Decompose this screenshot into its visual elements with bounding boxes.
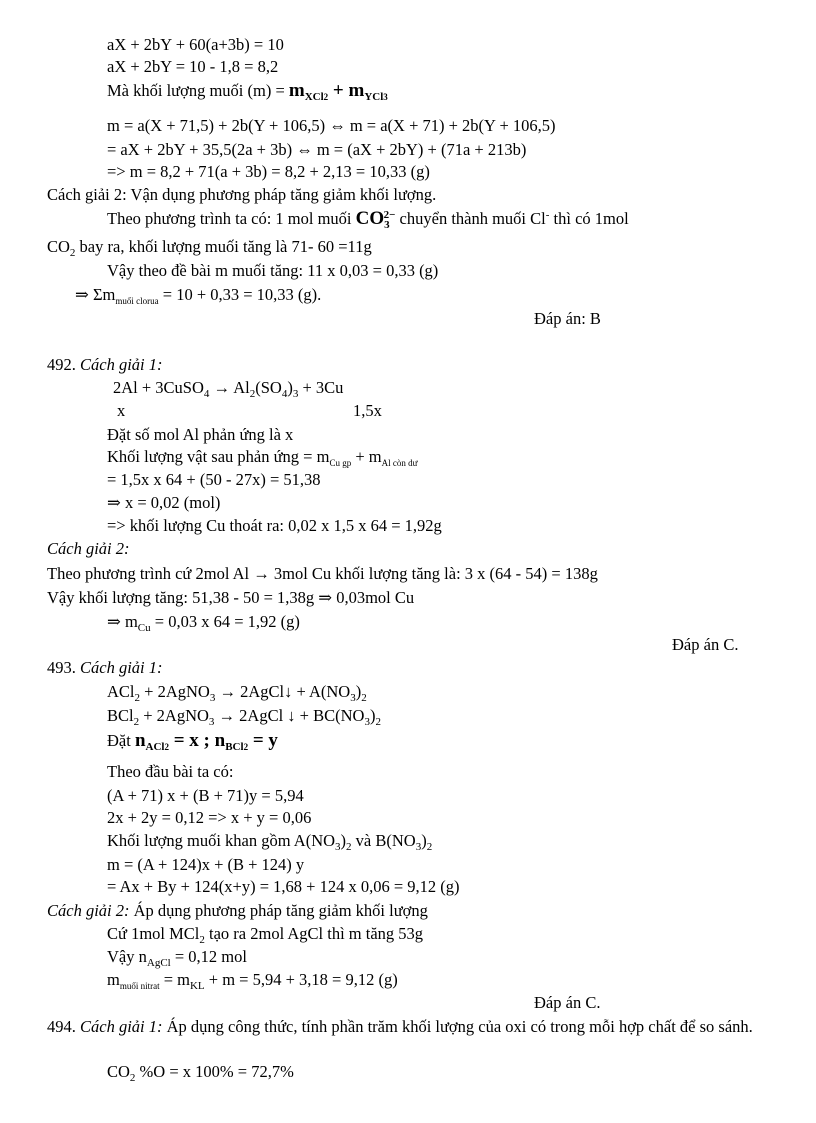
equation-line: 2x + 2y = 0,12 => x + y = 0,06 <box>107 808 312 827</box>
equation-line: $CO_2$ %O = x 100% = 72,7% <box>107 1062 294 1084</box>
mole-1-5x: 1,5x <box>353 401 382 420</box>
text-line: Theo phương trình ta có: 1 mol muối $CO_3^{2-}$ chuyển thành muối Cl- thì có 1mol <box>107 208 629 231</box>
equation-line: $m_{muối nitrat} = m_{KL} + m = 5,94 + 3,18 = 9,12$ (g) <box>107 970 398 992</box>
answer-label: Đáp án: B <box>534 309 601 328</box>
mole-x: x <box>117 401 126 420</box>
equation-line: = aX + 2bY + 35,5(2a + 3b) ⇔ m = (aX + 2bY) + (71a + 213b) <box>107 140 527 159</box>
text-line: => khối lượng Cu thoát ra: 0,02 x 1,5 x 64 = 1,92g <box>107 516 442 535</box>
text-line: ⇒ $\Sigma m_{muối clorua} = 10 + 0,33 = 10,33$ (g). <box>75 285 322 306</box>
equation-line: = Ax + By + 124(x+y) = 1,68 + 124 x 0,06 = 9,12 (g) <box>107 877 460 896</box>
question-heading: 493. Cách giải 1: <box>47 658 163 677</box>
text-line: Vậy $n_{AgCl} = 0,12$ mol <box>107 947 247 969</box>
text-line: Vậy khối lượng tăng: 51,38 - 50 = 1,38g ⇒ 0,03mol Cu <box>47 588 415 607</box>
equation-line: aX + 2bY + 60(a+3b) = 10 <box>107 35 284 54</box>
answer-label: Đáp án C. <box>534 993 601 1012</box>
equation-line: (A + 71) x + (B + 71)y = 5,94 <box>107 786 304 805</box>
equation-line: m = (A + 124)x + (B + 124) y <box>107 855 305 874</box>
text-line: Cách giải 2: Vận dụng phương pháp tăng giảm khối lượng. <box>47 185 437 204</box>
variable-definition: Đặt $n_{ACl2} = x$ ; $n_{BCl2} = y$ <box>107 730 278 753</box>
equation-line: m = a(X + 71,5) + 2b(Y + 106,5) ⇔ m = a(X + 71) + 2b(Y + 106,5) <box>107 116 556 135</box>
equation-line: ⇒ $m_{Cu} = 0,03$ x 64 = 1,92 (g) <box>107 612 300 634</box>
text-line: Khối lượng muối khan gồm $A(NO_3)_2$ và $B(NO_3)_2$ <box>107 831 433 853</box>
text-line: Vậy theo đề bài m muối tăng: 11 x 0,03 = 0,33 (g) <box>107 261 439 280</box>
reaction-equation: BCl$_2$ + 2AgNO$_3$ → 2AgCl ↓ + $BC(NO_3)_2$ <box>107 706 381 728</box>
equation-line: = 1,5x x 64 + (50 - 27x) = 51,38 <box>107 470 321 489</box>
answer-label: Đáp án C. <box>672 635 739 654</box>
text-line: Theo đầu bài ta có: <box>107 762 234 781</box>
question-heading: 492. Cách giải 1: <box>47 355 163 374</box>
reaction-equation: 2Al + 3CuSO$_4$ → $Al_2(SO_4)_3 + 3Cu$ <box>113 378 344 400</box>
reaction-equation: ACl$_2$ + 2AgNO$_3$ → 2AgCl↓ + $A(NO_3)_2$ <box>107 682 367 704</box>
equation-line: => m = 8,2 + 71(a + 3b) = 8,2 + 2,13 = 10,33 (g) <box>107 162 430 181</box>
question-paragraph: 494. Cách giải 1: Áp dụng công thức, tính phần trăm khối lượng của oxi có trong mỗi hợp chất để so sánh. <box>47 1017 753 1036</box>
text-line: Cách giải 2: Áp dụng phương pháp tăng giảm khối lượng <box>47 901 428 920</box>
text-line: Cứ 1mol MCl$_2$ tạo ra 2mol AgCl thì m tăng 53g <box>107 924 424 946</box>
equation-line: ⇒ x = 0,02 (mol) <box>107 493 221 512</box>
text-line: Đặt số mol Al phản ứng là x <box>107 425 294 444</box>
text-line: Mà khối lượng muối $(m) = m_{XCl2} + m_{YCl3}$ <box>107 80 388 103</box>
text-line: Theo phương trình cứ 2mol Al → 3mol Cu khối lượng tăng là: 3 x (64 - 54) = 138g <box>47 564 598 583</box>
text-line: $CO_2$ bay ra, khối lượng muối tăng là 71- 60 =11g <box>47 237 372 259</box>
equation-line: aX + 2bY = 10 - 1,8 = 8,2 <box>107 57 279 76</box>
text-line: Khối lượng vật sau phản ứng = $m_{Cu gp} + m_{Al còn dư}$ <box>107 447 418 468</box>
method-heading: Cách giải 2: <box>47 539 130 558</box>
